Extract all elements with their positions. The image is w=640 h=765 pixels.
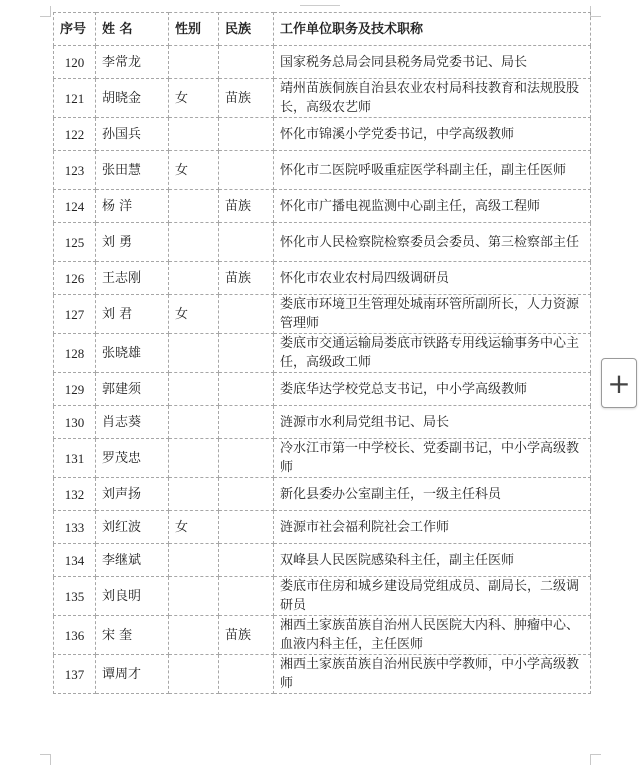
cell-position: 湘西土家族苗族自治州民族中学教师，中小学高级教师: [274, 655, 591, 694]
table-header-row: [54, 13, 591, 46]
cell-name: 肖志葵: [96, 406, 169, 439]
cell-name: 郭建须: [96, 373, 169, 406]
cell-gender: [169, 655, 219, 694]
cell-gender: [169, 544, 219, 577]
cell-ethnicity: [219, 118, 274, 151]
cell-name: 刘良明: [96, 577, 169, 616]
plus-icon: +: [607, 366, 631, 400]
table-row: [54, 223, 591, 262]
cell-ethnicity: 苗族: [219, 616, 274, 655]
cell-position: 新化县委办公室副主任，一级主任科员: [274, 478, 591, 511]
cell-gender: [169, 577, 219, 616]
cell-number: 136: [54, 616, 96, 655]
cell-name: 孙国兵: [96, 118, 169, 151]
cell-ethnicity: [219, 406, 274, 439]
cell-position: 冷水江市第一中学校长、党委副书记，中小学高级教师: [274, 439, 591, 478]
table-row: [54, 262, 591, 295]
page-corner-mark: [590, 754, 601, 765]
table-row: [54, 544, 591, 577]
page-corner-mark: [40, 754, 51, 765]
page-corner-mark: [590, 6, 601, 17]
cell-gender: [169, 46, 219, 79]
cell-ethnicity: [219, 151, 274, 190]
cell-number: 124: [54, 190, 96, 223]
table-row: [54, 439, 591, 478]
cell-gender: [169, 373, 219, 406]
cell-number: 131: [54, 439, 96, 478]
cell-name: 张晓雄: [96, 334, 169, 373]
cell-gender: [169, 262, 219, 295]
cell-position: 娄底市住房和城乡建设局党组成员、副局长，二级调研员: [274, 577, 591, 616]
table-row: [54, 151, 591, 190]
cell-position: 怀化市农业农村局四级调研员: [274, 262, 591, 295]
cell-number: 122: [54, 118, 96, 151]
cell-ethnicity: [219, 334, 274, 373]
cell-gender: [169, 334, 219, 373]
cell-number: 130: [54, 406, 96, 439]
table-row: [54, 511, 591, 544]
cell-number: 128: [54, 334, 96, 373]
table-row: [54, 577, 591, 616]
cell-position: 怀化市人民检察院检察委员会委员、第三检察部主任: [274, 223, 591, 262]
cell-position: 娄底华达学校党总支书记，中小学高级教师: [274, 373, 591, 406]
cell-position: 娄底市交通运输局娄底市铁路专用线运输事务中心主任，高级政工师: [274, 334, 591, 373]
table-row: [54, 79, 591, 118]
cell-name: 宋 奎: [96, 616, 169, 655]
cell-name: 王志刚: [96, 262, 169, 295]
cell-gender: [169, 190, 219, 223]
cell-name: 罗茂忠: [96, 439, 169, 478]
cell-gender: 女: [169, 295, 219, 334]
cell-number: 129: [54, 373, 96, 406]
cell-name: 李常龙: [96, 46, 169, 79]
header-ethnicity: 民族: [219, 13, 274, 46]
cell-name: 刘红波: [96, 511, 169, 544]
cell-ethnicity: [219, 223, 274, 262]
table-row: [54, 334, 591, 373]
roster-table: [53, 12, 591, 694]
cell-name: 杨 洋: [96, 190, 169, 223]
cell-ethnicity: [219, 295, 274, 334]
page-top-marker: [300, 5, 340, 6]
cell-position: 怀化市锦溪小学党委书记，中学高级教师: [274, 118, 591, 151]
cell-ethnicity: [219, 46, 274, 79]
cell-ethnicity: [219, 655, 274, 694]
cell-gender: [169, 118, 219, 151]
cell-gender: [169, 616, 219, 655]
table-row: [54, 373, 591, 406]
cell-number: 125: [54, 223, 96, 262]
cell-gender: [169, 223, 219, 262]
cell-gender: 女: [169, 151, 219, 190]
header-number: 序号: [54, 13, 96, 46]
cell-ethnicity: 苗族: [219, 190, 274, 223]
cell-number: 126: [54, 262, 96, 295]
cell-ethnicity: [219, 577, 274, 616]
page-corner-mark: [40, 6, 51, 17]
cell-position: 靖州苗族侗族自治县农业农村局科技教育和法规股股长，高级农艺师: [274, 79, 591, 118]
cell-ethnicity: [219, 373, 274, 406]
table-row: [54, 406, 591, 439]
table-row: [54, 118, 591, 151]
cell-position: 双峰县人民医院感染科主任，副主任医师: [274, 544, 591, 577]
cell-position: 涟源市社会福利院社会工作师: [274, 511, 591, 544]
cell-ethnicity: [219, 544, 274, 577]
cell-ethnicity: [219, 478, 274, 511]
header-position: 工作单位职务及技术职称: [274, 13, 591, 46]
cell-number: 127: [54, 295, 96, 334]
cell-number: 132: [54, 478, 96, 511]
cell-number: 137: [54, 655, 96, 694]
cell-ethnicity: 苗族: [219, 79, 274, 118]
cell-name: 谭周才: [96, 655, 169, 694]
cell-number: 133: [54, 511, 96, 544]
cell-gender: 女: [169, 511, 219, 544]
cell-name: 张田慧: [96, 151, 169, 190]
table-row: [54, 655, 591, 694]
cell-gender: 女: [169, 79, 219, 118]
cell-position: 怀化市广播电视监测中心副主任，高级工程师: [274, 190, 591, 223]
cell-number: 134: [54, 544, 96, 577]
cell-number: 120: [54, 46, 96, 79]
cell-position: 娄底市环境卫生管理处城南环管所副所长，人力资源管理师: [274, 295, 591, 334]
cell-name: 刘声扬: [96, 478, 169, 511]
cell-number: 123: [54, 151, 96, 190]
table-row: [54, 295, 591, 334]
cell-number: 135: [54, 577, 96, 616]
table-row: [54, 190, 591, 223]
table-row: [54, 46, 591, 79]
table-row: [54, 616, 591, 655]
cell-ethnicity: [219, 439, 274, 478]
cell-gender: [169, 406, 219, 439]
cell-position: 涟源市水利局党组书记、局长: [274, 406, 591, 439]
add-button[interactable]: [601, 358, 637, 408]
cell-name: 李继斌: [96, 544, 169, 577]
cell-name: 刘 君: [96, 295, 169, 334]
cell-position: 湘西土家族苗族自治州人民医院大内科、肿瘤中心、血液内科主任，主任医师: [274, 616, 591, 655]
cell-gender: [169, 439, 219, 478]
cell-name: 胡晓金: [96, 79, 169, 118]
header-name: 姓 名: [96, 13, 169, 46]
cell-ethnicity: 苗族: [219, 262, 274, 295]
cell-gender: [169, 478, 219, 511]
cell-position: 怀化市二医院呼吸重症医学科副主任，副主任医师: [274, 151, 591, 190]
cell-ethnicity: [219, 511, 274, 544]
cell-number: 121: [54, 79, 96, 118]
cell-position: 国家税务总局会同县税务局党委书记、局长: [274, 46, 591, 79]
header-gender: 性别: [169, 13, 219, 46]
cell-name: 刘 勇: [96, 223, 169, 262]
table-row: [54, 478, 591, 511]
